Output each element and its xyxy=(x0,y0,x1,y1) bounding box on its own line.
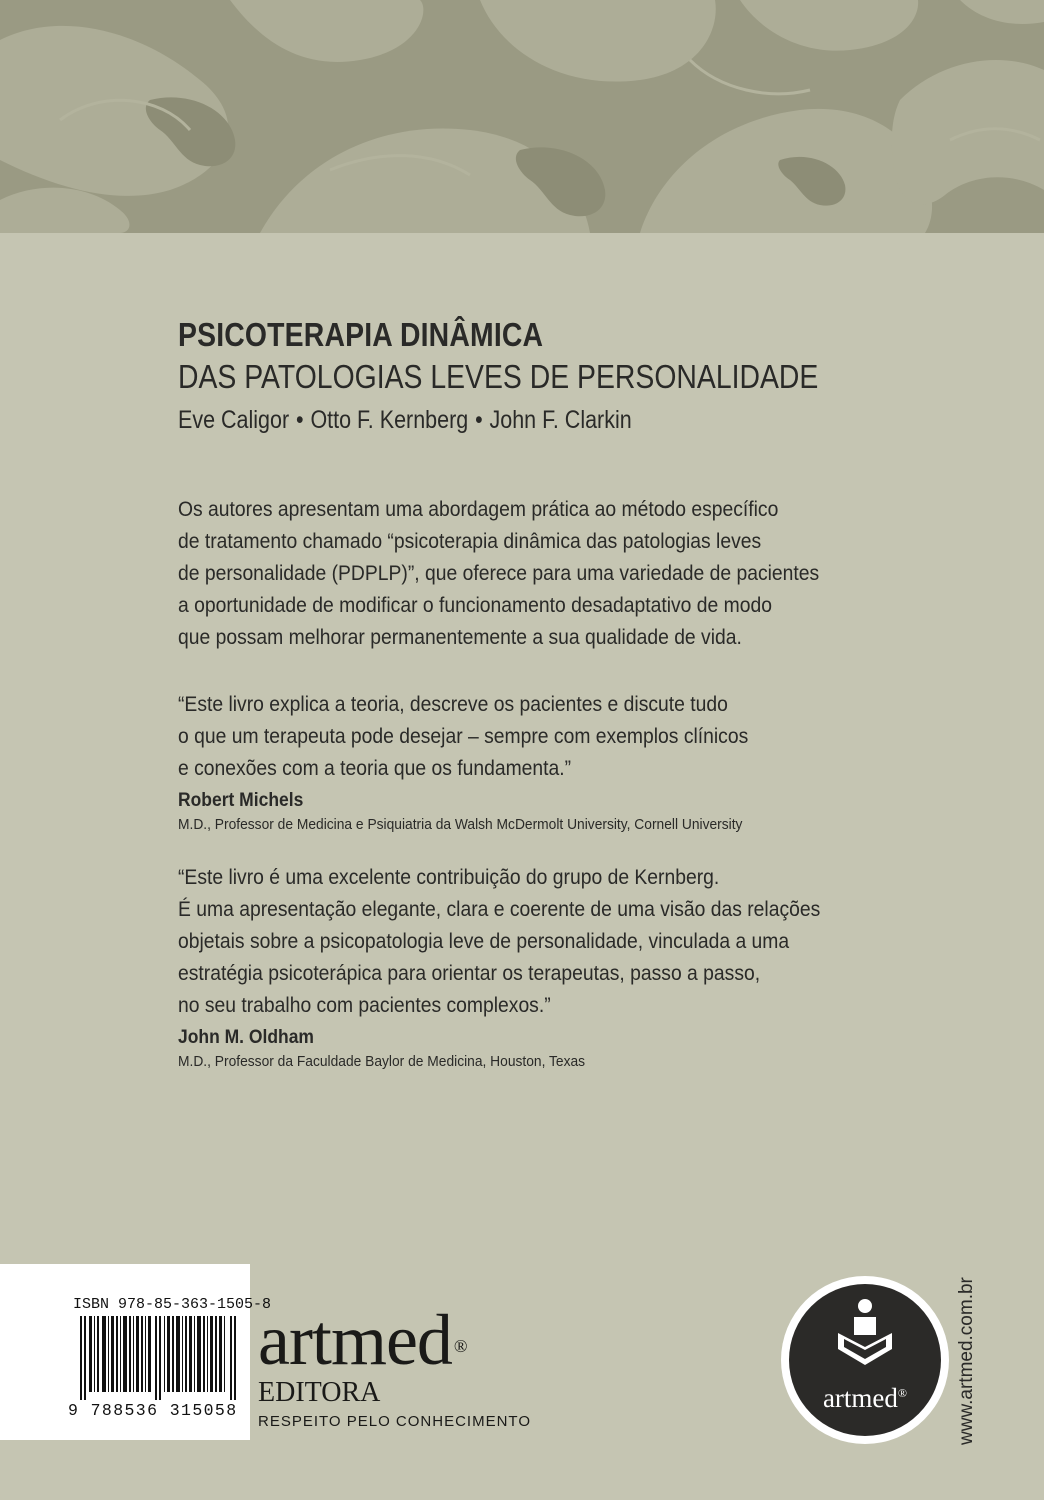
endorsement-quote xyxy=(178,862,876,1072)
seal-registered-mark: ® xyxy=(897,1386,908,1400)
author-name: John F. Clarkin xyxy=(489,406,632,434)
description-paragraph xyxy=(178,494,878,654)
publisher-division: EDITORA xyxy=(258,1377,381,1408)
publisher-logo xyxy=(258,1300,531,1430)
quote-line: “Este livro explica a teoria, descreve os pacientes e discute tudo xyxy=(178,693,728,716)
quote-line: e conexões com a teoria que os fundamenta.” xyxy=(178,757,572,780)
book-title: PSICOTERAPIA DINÂMICA xyxy=(178,316,544,353)
description-line: de personalidade (PDPLP)”, que oferece para uma variedade de pacientes xyxy=(178,562,820,585)
book-subtitle: DAS PATOLOGIAS LEVES DE PERSONALIDADE xyxy=(178,358,819,395)
publisher-seal xyxy=(780,1275,950,1450)
reader-emblem-icon xyxy=(780,1275,950,1445)
ornamental-banner xyxy=(0,0,1044,233)
registered-mark: ® xyxy=(453,1336,467,1356)
quote-author-name: John M. Oldham xyxy=(178,1027,314,1048)
publisher-tagline: RESPEITO PELO CONHECIMENTO xyxy=(258,1413,531,1430)
publisher-name: artmed xyxy=(258,1300,452,1380)
author-separator: • xyxy=(296,406,304,434)
quote-author-role: M.D., Professor de Medicina e Psiquiatria da Walsh McDermolt University, Cornell University xyxy=(178,816,743,833)
description-line: de tratamento chamado “psicoterapia dinâmica das patologias leves xyxy=(178,530,762,553)
author-name: Otto F. Kernberg xyxy=(310,406,469,434)
quote-line: no seu trabalho com pacientes complexos.” xyxy=(178,994,551,1017)
description-line: a oportunidade de modificar o funcionamento desadaptativo de modo xyxy=(178,594,772,617)
author-name: Eve Caligor xyxy=(178,406,290,434)
quote-author-name: Robert Michels xyxy=(178,790,304,811)
description-line: Os autores apresentam uma abordagem prática ao método específico xyxy=(178,498,779,521)
ornament-flourish-icon xyxy=(0,0,1044,233)
barcode-digits: 9 788536 315058 xyxy=(68,1401,238,1420)
quote-line: o que um terapeuta pode desejar – sempre com exemplos clínicos xyxy=(178,725,749,748)
quote-line: objetais sobre a psicopatologia leve de personalidade, vinculada a uma xyxy=(178,930,790,953)
quote-line: estratégia psicoterápica para orientar os terapeutas, passo a passo, xyxy=(178,962,761,985)
seal-label: artmed xyxy=(822,1383,898,1413)
isbn-barcode-box xyxy=(0,1264,272,1440)
quote-author-role: M.D., Professor da Faculdade Baylor de Medicina, Houston, Texas xyxy=(178,1053,586,1070)
quote-line: “Este livro é uma excelente contribuição do grupo de Kernberg. xyxy=(178,866,720,889)
endorsement-quote xyxy=(178,689,798,835)
author-list xyxy=(178,403,883,437)
title-block xyxy=(178,313,998,437)
quote-line: É uma apresentação elegante, clara e coerente de uma visão das relações xyxy=(178,898,821,921)
author-separator: • xyxy=(475,406,483,434)
isbn-label: ISBN 978-85-363-1505-8 xyxy=(73,1296,272,1313)
description-line: que possam melhorar permanentemente a sua qualidade de vida. xyxy=(178,626,742,649)
publisher-website[interactable]: www.artmed.com.br xyxy=(956,1277,977,1445)
barcode-icon xyxy=(80,1316,238,1400)
